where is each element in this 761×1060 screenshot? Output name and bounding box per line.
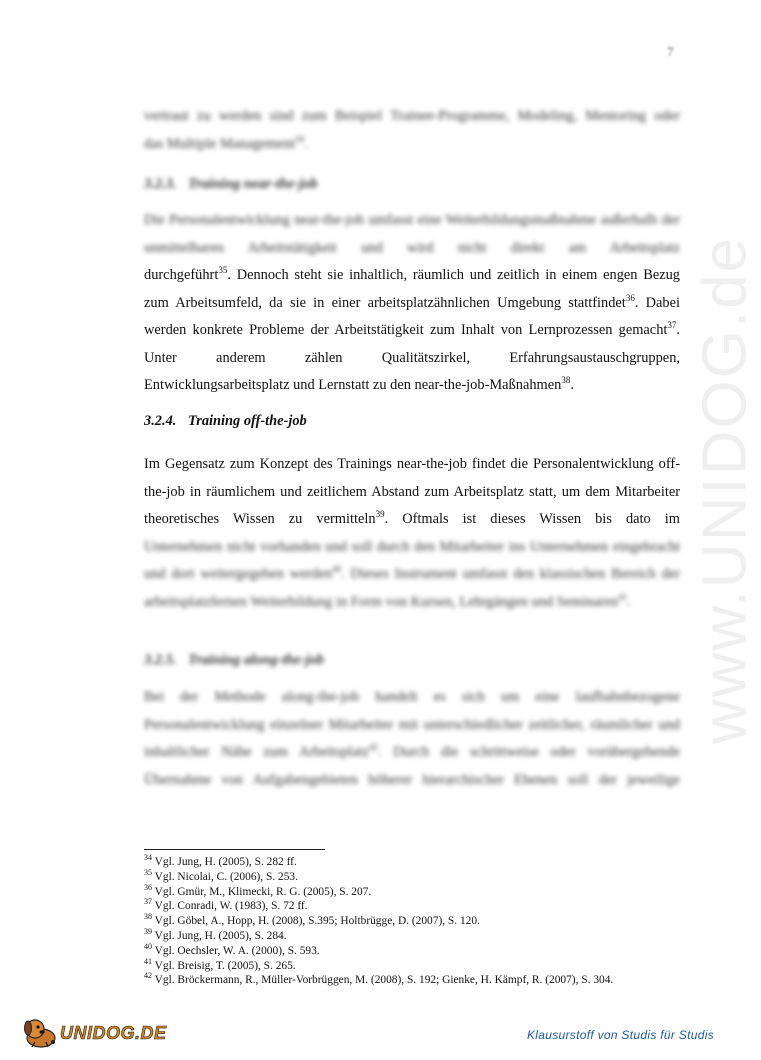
text-segment: Bei der Methode along-the-job handelt es sich um eine laufbahnbezogene Personalentwicklung einzelner Mitarbeiter mit unterschiedlicher zeitlicher, räumlicher und inhaltlicher Nähe zum Arbeitsplatz <box>144 689 680 760</box>
footnote-ref: 34 <box>295 133 305 144</box>
paragraph-near-the-job <box>144 207 680 400</box>
footnote-text: Vgl. Göbel, A., Hopp, H. (2008), S.395; Holtbrügge, D. (2007), S. 120. <box>152 915 480 928</box>
paragraph-intro <box>144 103 680 158</box>
footnote-text: Vgl. Bröckermann, R., Müller-Vorbrüggen, M. (2008), S. 192; Gienke, H. Kämpf, R. (2007), S. 304. <box>152 974 614 987</box>
footnote-ref: 36 <box>625 292 635 303</box>
text-segment: Unternehmen nicht vorhanden und soll durch den Mitarbeiter ins Unternehmen eingebracht und dort weitergegeben werden <box>144 538 680 582</box>
footnote <box>144 870 613 885</box>
footnote-ref: 41 <box>618 591 628 602</box>
footnote-divider <box>144 849 325 850</box>
text-segment: . Durch die schrittweise oder vorübergehende Übernahme von Aufgabengebieten höherer hierarchischer Ebenen soll der jeweilige <box>144 744 680 788</box>
footnote <box>144 855 613 870</box>
page-number: 7 <box>667 44 674 59</box>
text-segment: . Oftmals ist dieses Wissen bis dato im <box>384 511 680 527</box>
footnote-text: Vgl. Gmür, M., Klimecki, R. G. (2005), S. 207. <box>152 885 372 898</box>
off-the-job-text <box>144 451 680 534</box>
footnote-number: 38 <box>144 912 152 922</box>
text-segment: . <box>570 377 574 393</box>
footnote <box>144 941 613 959</box>
footnote <box>144 914 613 929</box>
text-segment: Im Gegensatz zum Konzept des Trainings near-the-job findet die Personalentwicklung off-the-job in räumlichem und zeitlichem Abstand zum Arbeitsplatz statt, um dem Mitarbeiter theoretisches Wissen zu vermitteln <box>144 456 680 527</box>
text-segment: . Dieses Instrument umfasst den klassischen Bereich der arbeitsplatzfernen Weiterbildung in Form von Kursen, Lehrgängen und Seminaren <box>144 566 680 610</box>
off-the-job-blurred-text <box>144 534 680 617</box>
footnote-ref: 37 <box>667 320 677 331</box>
logo-text: UNIDOG.DE <box>60 1022 167 1043</box>
heading-3-2-3 <box>144 176 317 193</box>
footnote-ref: 35 <box>218 265 228 276</box>
footnote-ref: 42 <box>369 742 379 753</box>
heading-number: 3.2.5. <box>144 652 177 668</box>
unidog-logo[interactable] <box>22 1016 167 1050</box>
heading-3-2-5 <box>144 652 324 669</box>
footnote-number: 36 <box>144 882 152 892</box>
heading-number: 3.2.3. <box>144 176 177 192</box>
text-segment: durchgeführt <box>144 267 219 283</box>
heading-3-2-4 <box>144 413 307 430</box>
footnote-number: 35 <box>144 868 152 877</box>
intro-line-1: vertraut zu werden sind zum Beispiel Trainee-Programme, Modeling, Mentoring oder <box>144 108 680 124</box>
footnote-text: Vgl. Conradi, W. (1983), S. 72 ff. <box>152 900 308 913</box>
near-the-job-blurred-lines: Die Personalentwicklung near-the-job umfasst eine Weiterbildungsmaßnahme außerhalb der unmittelbaren Arbeitstätigkeit und wird nicht direkt am Arbeitsplatz <box>144 212 680 256</box>
footnote <box>144 882 613 900</box>
footnote-text: Vgl. Jung, H. (2005), S. 284. <box>152 929 287 942</box>
heading-title: Training along-the-job <box>188 652 324 668</box>
footnote <box>144 956 613 974</box>
footnote <box>144 973 613 988</box>
dog-mascot-icon <box>22 1016 62 1050</box>
near-the-job-text <box>144 262 680 400</box>
text-segment: . <box>627 593 631 610</box>
paragraph-off-the-job <box>144 451 680 616</box>
footnote-number: 40 <box>144 941 152 951</box>
intro-line-2: das Multiple Management$^{34}$. <box>144 133 308 152</box>
watermark-text: www.UNIDOG.de <box>690 235 760 745</box>
footnote-number: 34 <box>144 853 152 863</box>
footnote-ref: 38 <box>561 375 571 386</box>
footnote-ref: 40 <box>332 564 342 575</box>
heading-title: Training off-the-job <box>188 413 307 429</box>
intro-line-2-text: das Multiple Management <box>144 135 296 152</box>
footnote-text: Vgl. Breisig, T. (2005), S. 265. <box>152 959 296 972</box>
footnote-text: Vgl. Oechsler, W. A. (2000), S. 593. <box>152 944 320 957</box>
paragraph-along-the-job <box>144 684 680 794</box>
footnote-ref: 39 <box>375 509 385 520</box>
text-segment: . Dennoch steht sie inhaltlich, räumlich und zeitlich in einem engen Bezug zum Arbeitsumfeld, da sie in einer arbeitsplatzähnlichen Umgebung stattfindet <box>144 267 680 311</box>
footnotes <box>144 855 613 988</box>
footnote-text: Vgl. Nicolai, C. (2006), S. 253. <box>152 870 298 883</box>
footnote <box>144 899 613 914</box>
footnote <box>144 929 613 944</box>
footnote-number: 39 <box>144 927 152 937</box>
footnote-number: 37 <box>144 897 152 907</box>
footnote-number: 41 <box>144 956 152 966</box>
text-segment: . Dabei werden konkrete Probleme der Arbeitstätigkeit zum Inhalt von Lernprozessen gemacht <box>144 294 680 338</box>
footnote-text: Vgl. Jung, H. (2005), S. 282 ff. <box>152 856 297 868</box>
heading-number: 3.2.4. <box>144 413 177 429</box>
heading-title: Training near-the-job <box>188 176 318 192</box>
tagline: Klausurstoff von Studis für Studis <box>527 1028 714 1042</box>
footnote-number: 42 <box>144 971 152 981</box>
text-segment: . Unter anderem zählen Qualitätszirkel, Erfahrungsaustauschgruppen, Entwicklungsarbeitsplatz und Lernstatt zu den near-the-job-Maßnahmen <box>144 322 680 393</box>
watermark <box>690 230 760 750</box>
